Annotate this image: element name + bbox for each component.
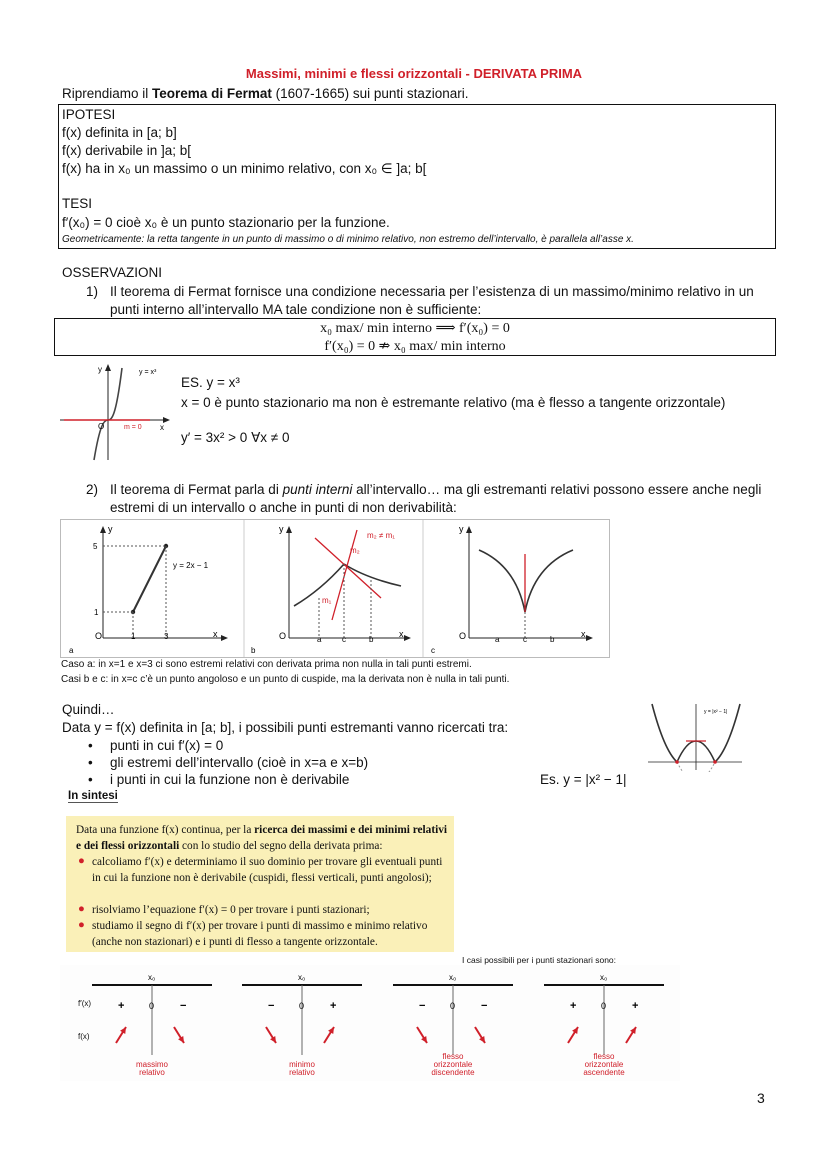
obs-1-line-2: punti interno all’intervallo MA tale condizione non è sufficiente: (110, 302, 482, 317)
svg-text:b: b (369, 635, 374, 644)
case-name: ascendente (583, 1068, 625, 1077)
example-line-2: x = 0 è punto stazionario ma non è estremante relativo (ma è flesso a tangente orizzontale) (181, 395, 726, 410)
obs-1-line-1: Il teorema di Fermat fornisce una condizione necessaria per l’esistenza di un massimo/minimo relativo in un (110, 284, 754, 299)
svg-text:c: c (431, 646, 435, 655)
cusp-point (713, 760, 717, 764)
case-sign-left: + (570, 1000, 577, 1012)
svg-text:x: x (213, 629, 218, 639)
graph-b (251, 524, 411, 655)
cusp-point (675, 760, 679, 764)
case-sign-right: − (481, 1000, 488, 1012)
quindi-bullet-2: • gli estremi dell’intervallo (cioè in x=a e x=b) (110, 755, 368, 770)
graph-a (69, 524, 228, 655)
obs-2-line-1: Il teorema di Fermat parla di punti interni all’intervallo… ma gli estremanti relativi possono essere anche negli (110, 482, 762, 497)
theorem-box (58, 104, 776, 249)
case-name: flesso (593, 1052, 615, 1061)
synthesis-item-2: ● risolviamo l’equazione f′(x) = 0 per trovare i punti stazionari; (78, 903, 370, 916)
graphs-abc (60, 519, 610, 658)
svg-text:c: c (342, 635, 346, 644)
example-label: ES. y = x³ (181, 375, 240, 390)
x-label: x (160, 423, 164, 432)
obs-2-number: 2) (86, 482, 99, 497)
case-name: minimo (289, 1060, 315, 1069)
arrow-icon (586, 635, 593, 641)
svg-text:y: y (459, 524, 464, 534)
abs-graph (646, 700, 746, 772)
thesis-line: f′(x₀) = 0 cioè x₀ è un punto stazionario per la funzione. (62, 215, 390, 230)
segment (133, 546, 166, 612)
curve-label: y = x³ (139, 369, 157, 376)
case-x0-label: x₀ (298, 973, 306, 982)
x-arrow-icon (163, 417, 170, 423)
arrow-icon (100, 526, 106, 533)
case-name: massimo (135, 1060, 169, 1069)
case-name: relativo (139, 1068, 165, 1077)
svg-text:y: y (108, 524, 113, 534)
case-x0-label: x₀ (600, 973, 608, 982)
caption-bc: Casi b e c: in x=c c’è un punto angoloso e un punto di cuspide, ma la derivata non è nulla in tali punti. (61, 674, 510, 685)
observations-heading: OSSERVAZIONI (62, 265, 163, 280)
svg-text:m₂ ≠ m₁: m₂ ≠ m₁ (367, 531, 395, 540)
case-zero: 0 (450, 1001, 456, 1011)
implication-2: f′(x₀) = 0 ⇏ x₀ max/ min interno (324, 339, 506, 354)
case-zero: 0 (149, 1001, 155, 1011)
cubic-graph (58, 362, 173, 462)
example-line-3: y′ = 3x² > 0 ∀x ≠ 0 (181, 430, 290, 445)
arrow-icon (466, 526, 472, 533)
hypothesis-line-1: f(x) definita in [a; b] (62, 125, 177, 140)
row-fprime-label: f′(x) (78, 999, 92, 1008)
hypothesis-line-3: f(x) ha in x₀ un massimo o un minimo relativo, con x₀ ∈ ]a; b[ (62, 161, 427, 176)
cases-diagram (60, 965, 680, 1081)
svg-text:1: 1 (94, 608, 99, 617)
svg-text:a: a (495, 635, 500, 644)
case-sign-left: + (118, 1000, 125, 1012)
quindi-example: Es. y = |x² − 1| (540, 772, 627, 787)
case-name: relativo (289, 1068, 315, 1077)
obs-2-line-2: estremi di un intervallo o anche in punti di non derivabilità: (110, 500, 457, 515)
page-number: 3 (757, 1090, 765, 1106)
cases-panel (60, 965, 680, 1081)
obs-1-number: 1) (86, 284, 99, 299)
case-name: discendente (431, 1068, 475, 1077)
synthesis-box (66, 816, 454, 952)
case-sign-right: − (180, 1000, 187, 1012)
svg-text:x: x (399, 629, 404, 639)
implication-1: x₀ max/ min interno ⟹ f′(x₀) = 0 (320, 321, 510, 336)
case-name: orizzontale (584, 1060, 624, 1069)
hypothesis-line-2: f(x) derivabile in ]a; b[ (62, 143, 192, 158)
m-label: m = 0 (124, 424, 142, 431)
quindi-bullet-1: • punti in cui f′(x) = 0 (110, 738, 223, 753)
svg-text:5: 5 (93, 542, 98, 551)
synthesis-item-3: ● studiamo il segno di f′(x) per trovare i punti di massimo e minimo relativo (anche non stazionari) e i punti di flesso a tangente orizzontale. (78, 919, 428, 948)
svg-text:3: 3 (164, 632, 169, 641)
svg-text:m₂: m₂ (350, 546, 360, 555)
bullet-icon: ● (78, 903, 85, 915)
bullet-icon: ● (78, 855, 85, 867)
arrow-icon (221, 635, 228, 641)
svg-text:1: 1 (131, 632, 136, 641)
svg-text:x: x (581, 629, 586, 639)
synthesis-heading: In sintesi (68, 790, 118, 802)
svg-text:O: O (459, 631, 467, 641)
svg-text:m₁: m₁ (322, 596, 332, 605)
svg-text:b: b (550, 635, 555, 644)
svg-text:b: b (251, 646, 256, 655)
cases-caption: I casi possibili per i punti stazionari sono: (462, 955, 617, 965)
y-label: y (98, 365, 102, 374)
hypothesis-heading: IPOTESI (62, 107, 116, 122)
svg-text:c: c (523, 635, 527, 644)
quindi-heading: Quindi… (62, 702, 115, 717)
curve-left (479, 550, 525, 612)
arrow-icon (404, 635, 411, 641)
case-sign-right: + (632, 1000, 639, 1012)
bullet-icon: ● (78, 919, 85, 931)
curve-right (525, 550, 573, 612)
svg-text:a: a (69, 646, 74, 655)
intro-line: Riprendiamo il Teorema di Fermat (1607-1665) sui punti stazionari. (62, 86, 469, 101)
case-name: orizzontale (433, 1060, 473, 1069)
caption-a: Caso a: in x=1 e x=3 ci sono estremi relativi con derivata prima non nulla in tali punti estremi. (61, 659, 472, 670)
curve-right (344, 564, 401, 586)
synthesis-intro: Data una funzione f(x) continua, per la ricerca dei massimi e dei minimi relativi e dei flessi orizzontali con lo studio del segno della derivata prima: (76, 824, 448, 852)
thesis-heading: TESI (62, 196, 93, 211)
y-arrow-icon (105, 364, 111, 371)
graph-c (431, 524, 593, 655)
case-sign-left: − (268, 1000, 275, 1012)
origin-label: O (98, 422, 105, 431)
thesis-note: Geometricamente: la retta tangente in un punto di massimo o di minimo relativo, non estremo dell’intervallo, è parallela all’asse x. (62, 234, 634, 245)
case-zero: 0 (299, 1001, 305, 1011)
quindi-bullet-3: • i punti in cui la funzione non è derivabile (110, 772, 349, 787)
case-name: flesso (442, 1052, 464, 1061)
case-x0-label: x₀ (148, 973, 156, 982)
svg-text:y: y (279, 524, 284, 534)
abs-graph-label: y = |x² − 1| (704, 709, 728, 715)
quindi-line: Data y = f(x) definita in [a; b], i possibili punti estremanti vanno ricercati tra: (62, 720, 509, 735)
tangent-m1 (332, 530, 357, 620)
case-sign-left: − (419, 1000, 426, 1012)
svg-text:O: O (279, 631, 287, 641)
case-zero: 0 (601, 1001, 607, 1011)
synthesis-item-1: ● calcoliamo f′(x) e determiniamo il suo dominio per trovare gli eventuali punti in cui la funzione non è derivabile (cuspidi, flessi verticali, punti angolosi); (78, 855, 443, 884)
page-title: Massimi, minimi e flessi orizzontali - DERIVATA PRIMA (245, 66, 583, 81)
implication-box (54, 318, 776, 356)
row-f-label: f(x) (78, 1032, 90, 1041)
case-sign-right: + (330, 1000, 337, 1012)
svg-text:y = 2x − 1: y = 2x − 1 (173, 561, 209, 570)
svg-text:a: a (317, 635, 322, 644)
case-x0-label: x₀ (449, 973, 457, 982)
svg-text:O: O (95, 631, 103, 641)
arrow-icon (286, 526, 292, 533)
